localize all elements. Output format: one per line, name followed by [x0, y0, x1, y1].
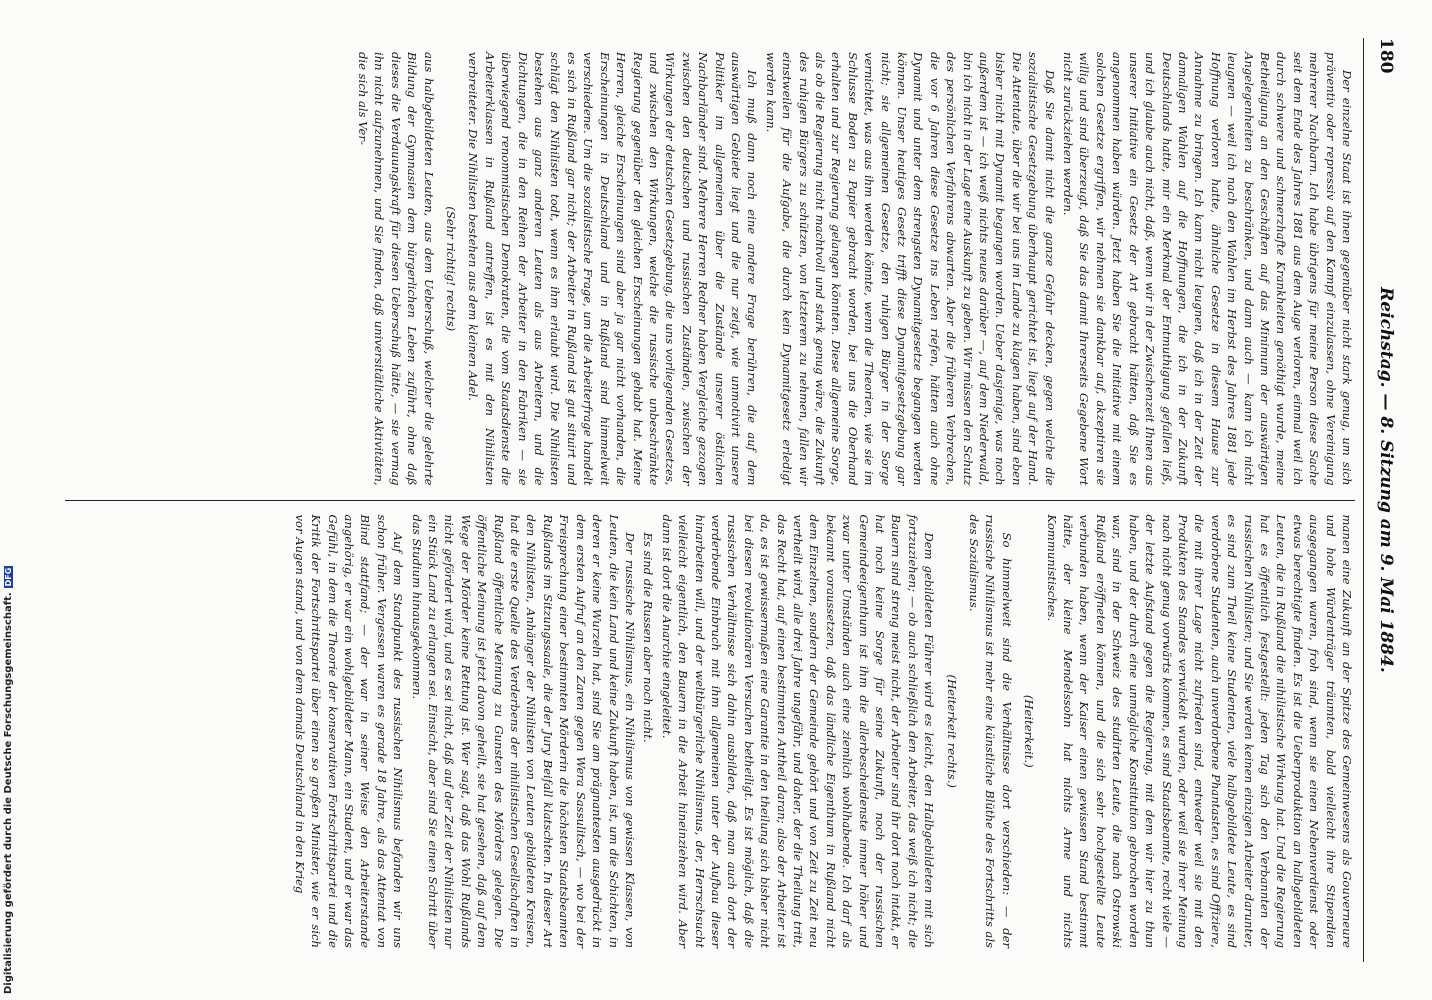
header-rule	[1363, 38, 1364, 962]
left-paragraph-2: Daß Sie damit nicht die ganze Gefahr decken, gegen welche die sozialistische Gesetzgebung überhaupt gerichtet ist, liegt auf der Hand. Die Attentate, über die wir bei uns im Lande zu klagen haben, sind eben bisher nicht mit Dynamit begangen worden. Ueber dasjenige, was noch außerdem ist — ich weiß nichts neues darüber —, auf dem Niederwald, bin ich nicht in der Lage eine Auskunft zu geben. Wir müssen den Schutz des persönlichen Verfahrens abwarten. Aber die früheren Verbrechen, die vor 6 Jahren diese Gesetze ins Leben riefen, hätten auch ohne Dynamit und unter dem strengsten Dynamitgesetze begangen werden können. Unser heutiges Gesetz trifft diese Dynamitgesetzgebung gar nicht; sie allgemeinen Gesetze, den ruhigen Bürger in der Sorge vernichtet, was aus ihm werden könnte, wenn die Theorien, wie sie im Schlusse Boden zu Papier gebracht worden, bei uns die Oberhand erhalten und zur Regierung gelangen könnten. Diese allgemeine Sorge, als ob die Regierung nicht machtvoll und stark genug wäre, die Zukunft des ruhigen Bürgers zu schützen, von letzterem zu nehmen, fallen wir einstweilen für die Aufgabe, die durch kein Dynamitgesetz erledigt werden kann.	[763, 52, 1057, 486]
page-number: 180	[1376, 38, 1396, 74]
right-applause-2: (Heiterkeit rechts.)	[944, 674, 959, 788]
right-paragraph-2: So himmelweit sind die Verhältnisse dort verschieden: — der russische Nihilismus ist mehr eine künstliche Blüthe des Fortschritts als des Sozialismus.	[967, 514, 1014, 948]
digitization-note: Digitalisierung gefördert durch die Deutsche Forschungsgemeinschaft.	[3, 592, 14, 994]
right-paragraph-1: manen eine Zukunft an der Spitze des Gemeinwesens als Gouverneure und hohe Würdenträger träumten, bald vielleicht ihre Stipendien ausgegangen waren, froh sind, wenn sie einen Nebenverdienst oder etwas berechtigte finden. Es ist die Ueberproduktion an halbgebildeten Leuten, die in Rußland die nihilistische Wirkung hat. Und die Regierung hat es öffentlich festgestellt: jeden Tag sich den Verbannten der russischen Nihilisten; und Sie werden keinen einzigen Arbeiter darunter, es sind zum Theil keine Studenten, viele halbgebildete Leute, es sind verdorbene Studenten, auch unverdorbene Phantasten, es sind Offiziere, die mit ihrer Lage nicht zufrieden sind, entweder weil sie mit den Produkten des Standes verwickelt wurden, oder weil sie ihrer Meinung nach nicht genug vorwärts kommen, es sind Staatsbeamte, recht viele — der letzte Aufstand gegen die Regierung, mit dem wir hier zu thun haben, und der durch eine unmögliche Konstitution gebrochen worden war, sind in der Schweiz des studirten Leute, die nach Ostrowski Rußland eröffneten können, und die sich sehr hochgestellte Leute verbunden haben, wenn der Kaiser einen gewissen Stand bestimmt hätte, der kleine Mendelssohn hat nichts Arme und nichts Kommunistisches.	[1044, 514, 1354, 948]
left-closing-paragraph: aus halbgebildeten Leuten, aus dem Ueberschuß, welcher die gelehrte Bildung der Gymnasien dem bürgerlichen Leben zuführt, ohne daß dieses die Verdauungskraft für diesen Ueberschuß hätte, — sie vermag ihn nicht aufzunehmen, und Sie finden, daß universitätliche Aktivitäten, die sich als Ver-	[356, 52, 436, 486]
digitization-note-wrap	[3, 566, 14, 994]
right-applause-1: (Heiterkeit.)	[1022, 694, 1037, 768]
text-columns	[53, 38, 1363, 962]
left-paragraph-1: Der einzelne Staat ist ihnen gegenüber nicht stark genug, um sich präventiv oder repressiv auf den Kampf einzulassen, ohne Vereinigung mehrerer Nachbarn. Ich habe übrigens für meine Person diese Sache seit dem Ende des Jahres 1881 aus dem Auge verloren, einmal weil ich durch schwere und schmerzhafte Krankheiten genöthigt wurde, meine Betheiligung an den Geschäften auf das Minimum der auswärtigen Angelegenheiten zu beschränken, und dann auch — kann ich nicht leugnen — weil ich nach den Wahlen im Herbst des Jahres 1881 jede Hoffnung verloren hatte, ähnliche Gesetze in diesem Hause zur Annahme zu bringen. Ich kann nicht leugnen, daß ich in der Zeit der damaligen Wahlen auf die Hoffnungen, die ich in der Zukunft Deutschlands hatte, mir ein Merkmal der Entmuthigung gefallen ließ, und ich glaube auch nicht, daß, wenn wir in der Zwischenzeit Ihnen aus unserer Initiative ein Gesetz der Art gebracht hätten, daß Sie es angenommen haben würden. Jetzt haben Sie die Initiative mit einem solchen Gesetze ergriffen, wir nehmen sie dankbar auf, akzeptiren sie willig und sind überzeugt, daß Sie das damit Ihrerseits Gegebene Wort nicht zurückziehen werden.	[1061, 52, 1354, 486]
right-paragraph-4: Es sind die Russen aber noch nicht.	[641, 532, 656, 743]
right-paragraph-6: Auf dem Standpunkt des russischen Nihilismus befanden wir uns schon früher. Vergessen waren es gerade 18 Jahre, als das Attentat von Blind stattfand; — der war in seiner Weise den Arbeiterstande angehörig, er war ein wohlgebildeter Mann, ein Student, und er war das Gefühl, in dem die Theorie der konservativen Fortschrittspartei und die Kritik der Fortschrittspartei über einen so großen Minister, wie er sich vor Augen stand, und von dem damals Deutschland in den Krieg	[292, 514, 406, 948]
page-header	[1370, 38, 1396, 962]
right-paragraph-3: Dem gebildeten Führer wird es leicht, den Halbgebildeten mit sich fortzuziehen; — ob auch schließlich den Arbeiter, das weiß ich nicht; die Bauern sind streng meist nicht, der Arbeiter sind ihr dort noch intakt, er hat noch keine Sorge für seine Zukunft, noch der russischen Gemeindeeigenthum ist ihm die allerbescheidenste immer höher und zwar unter Umständen auch eine ziemlich wohlhabende. Ich darf als bekannt voraussetzen, daß das ländliche Eigenthum in Rußland nicht dem Einzelnen, sondern der Gemeinde gehört und von Zeit zu Zeit neu vertheilt wird, alle drei Jahre ungefähr, und daher, der die Theilung tritt, das Recht hat, auf einen bestimmten Antheil daran; also der Arbeiter ist da, es ist gewissermaßen eine Garantie in den theilung sich bisher nicht bei diesen revolutionären Versuchen betheiligt. Es ist möglich, daß die russischen Verhältnisse sich dahin ausbilden, daß man auch dort der verderbende Einbruch mit ihm allgemeinen unter der Aufbau dieser hinarbeiten will, und der weltbürgerliche Nihilismus, der, Herrschsucht vielleicht eigentlich, den Bauern in die Arbeit hineinziehen wird. Aber dann ist dort die Anarchie eingeleitet.	[659, 514, 937, 948]
right-paragraph-5: Der russische Nihilismus, ein Nihilismus von gewissen Klassen, von Leuten, die kein Land und keine Zukunft haben, ist, um die Schichten, in deren er keine Wurzeln hat, sind Sie am prägnantesten ausgedrückt in dem ersten Aufruf an den Zaren gegen Wera Sassulitsch, — wo bei der Freisprechung einer bestimmten Mörderin die höchsten Staatsbeamten Rußlands im Sitzungssaale, die der Jury Beifall klatschten. In dieser Art den Nihilisten, Anhänger der Nihilisten von Leuten gebildeten Kreisen, hat die erste Quelle des Verderbens der nihilistischen Gesellschaften in Rußland öffentliche Meinung zu Gunsten des Mörders gelegen. Die öffentliche Meinung ist jetzt davon geheilt, sie hat gesehen, daß auf dem Wege der Mörder keine Rettung ist. Wer sagt, daß das Wohl Rußlands nicht gefördert wird, und es sei nicht, daß auf der Zeit der Nihilisten nur ein Stück Land zu erlangen sei. Einsicht, aber sind Sie einen Schritt über das Studium hinausgekommen.	[409, 514, 637, 948]
right-column	[53, 501, 1363, 963]
rotated-page-content	[26, 20, 1406, 980]
running-head: Reichstag. — 8. Sitzung am 9. Mai 1884.	[1376, 287, 1396, 673]
dfg-logo: DFG	[4, 567, 13, 587]
left-paragraph-3: Ich muß dann noch eine andere Frage berühren, die auf dem auswärtigen Gebiete liegt und die nur zeigt, wie unmotivirt unsere Politiker im allgemeinen über die Zustände unserer östlichen Nachbarländer sind. Mehrere Herren Redner haben Vergleiche gezogen zwischen den deutschen und russischen Zuständen, zwischen der Wirkungen der deutschen Gesetzgebung, die uns vorliegenden Gesetzes, und zwischen den Wirkungen, welche die russische unbeschränkte Regierung gegenüber den gleichen Erscheinungen gehabt hat. Meine Herren, gleiche Erscheinungen sind aber ja gar nicht vorhanden, die Erscheinungen in Deutschland und in Rußland sind himmelweit verschiedene. Um die sozialistische Frage, um die Arbeiterfrage handelt es sich in Rußland gar nicht; der Arbeiter in Rußland ist gut situirt und schlägt den Nihilisten todt, wenn es ihm erlaubt wird. Die Nihilisten bestehen aus ganz anderen Leuten als aus Arbeitern, und die Dichtungen, die in den Reihen der Arbeiter in den Fabriken — sie überwiegend renommistischen Demokraten, die vom Staatsdienste die Arbeiterklassen in Rußland antreffen, ist es mit den Nihilisten verbreiteter. Die Nihilisten bestehen aus dem kleinen Adel.	[466, 52, 760, 486]
digitization-footer	[2, 4, 16, 994]
left-applause: (Sehr richtig! rechts)	[444, 206, 459, 332]
left-column	[53, 38, 1363, 500]
